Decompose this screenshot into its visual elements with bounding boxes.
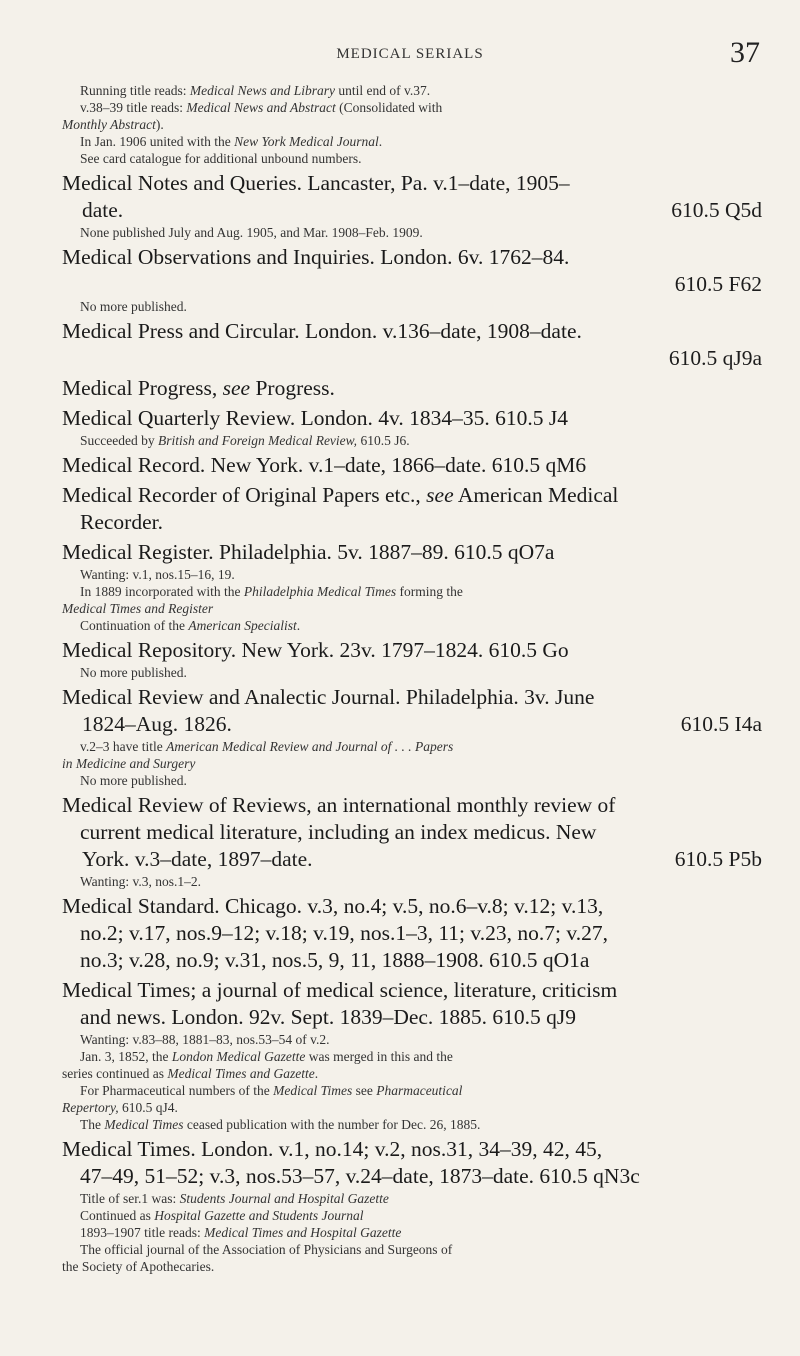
note-line: the Society of Apothecaries. bbox=[62, 1259, 215, 1274]
entry-medical-observations bbox=[62, 244, 762, 315]
call-number: 610.5 qJ9a bbox=[668, 346, 762, 370]
entry-heading: Medical Times. London. v.1, no.14; v.2, nos.31, 34–39, 42, 45, bbox=[62, 1137, 603, 1161]
entry-heading: Medical Repository. New York. 23v. 1797–1824. 610.5 Go bbox=[62, 638, 569, 662]
entry-heading-continued: and news. London. 92v. Sept. 1839–Dec. 1885. 610.5 qJ9 bbox=[80, 1005, 577, 1029]
entry-medical-recorder bbox=[62, 482, 762, 536]
entry-medical-progress bbox=[62, 375, 762, 402]
note-line: No more published. bbox=[80, 773, 187, 788]
note-line: Monthly Abstract). bbox=[62, 117, 164, 132]
note-line: The official journal of the Association of Physicians and Surgeons of bbox=[80, 1242, 453, 1257]
note-line: No more published. bbox=[80, 299, 187, 314]
entry-heading: Medical Review and Analectic Journal. Philadelphia. 3v. June bbox=[62, 685, 595, 709]
note-line: Wanting: v.83–88, 1881–83, nos.53–54 of v.2. bbox=[80, 1032, 330, 1047]
entry-continuation-notes bbox=[62, 82, 762, 167]
entry-medical-notes-and-queries bbox=[62, 170, 762, 241]
entry-medical-press bbox=[62, 318, 762, 372]
note-line: No more published. bbox=[80, 665, 187, 680]
entry-medical-times-1873 bbox=[62, 1136, 762, 1275]
note-line: In 1889 incorporated with the Philadelphia Medical Times forming the bbox=[80, 584, 463, 599]
note-line: Running title reads: Medical News and Library until end of v.37. bbox=[80, 83, 431, 98]
entry-heading: Medical Press and Circular. London. v.136–date, 1908–date. bbox=[62, 319, 582, 343]
entry-callrow bbox=[62, 711, 762, 738]
note-line: 1893–1907 title reads: Medical Times and Hospital Gazette bbox=[80, 1225, 402, 1240]
entry-heading: Medical Times; a journal of medical science, literature, criticism bbox=[62, 978, 618, 1002]
note-line: Medical Times and Register bbox=[62, 601, 214, 616]
entry-callrow bbox=[62, 197, 762, 224]
entry-heading-continued: Recorder. bbox=[80, 510, 163, 534]
entry-heading: Medical Quarterly Review. London. 4v. 1834–35. 610.5 J4 bbox=[62, 406, 568, 430]
call-number: 610.5 P5b bbox=[674, 847, 762, 871]
entry-heading-continued: 1824–Aug. 1826. bbox=[82, 712, 232, 736]
note-line: v.2–3 have title American Medical Review and Journal of . . . Papers bbox=[80, 739, 454, 754]
note-line: Repertory, 610.5 qJ4. bbox=[62, 1100, 178, 1115]
note-line: Jan. 3, 1852, the London Medical Gazette was merged in this and the bbox=[80, 1049, 453, 1064]
note-line: in Medicine and Surgery bbox=[62, 756, 196, 771]
entry-medical-quarterly-review bbox=[62, 405, 762, 449]
note-line: None published July and Aug. 1905, and Mar. 1908–Feb. 1909. bbox=[80, 225, 423, 240]
page-header bbox=[60, 36, 760, 76]
entry-medical-standard bbox=[62, 893, 762, 974]
page-number: 37 bbox=[730, 36, 760, 69]
entry-heading-continued: 47–49, 51–52; v.3, nos.53–57, v.24–date, 1873–date. 610.5 qN3c bbox=[80, 1164, 640, 1188]
running-head: MEDICAL SERIALS bbox=[336, 46, 484, 62]
entry-heading-continued: York. v.3–date, 1897–date. bbox=[82, 847, 313, 871]
entry-heading-continued: current medical literature, including an index medicus. New bbox=[80, 820, 597, 844]
entry-medical-review-of-reviews bbox=[62, 792, 762, 890]
entry-medical-review-analectic bbox=[62, 684, 762, 789]
entry-heading-continued: date. bbox=[82, 198, 124, 222]
note-line: In Jan. 1906 united with the New York Medical Journal. bbox=[80, 134, 383, 149]
note-line: For Pharmaceutical numbers of the Medical Times see Pharmaceutical bbox=[80, 1083, 463, 1098]
call-number: 610.5 I4a bbox=[680, 712, 762, 736]
note-line: Continuation of the American Specialist. bbox=[80, 618, 301, 633]
entry-medical-repository bbox=[62, 637, 762, 681]
note-line: Succeeded by British and Foreign Medical Review, 610.5 J6. bbox=[80, 433, 410, 448]
note-line: v.38–39 title reads: Medical News and Abstract (Consolidated with bbox=[80, 100, 443, 115]
call-number: 610.5 Q5d bbox=[671, 198, 762, 222]
entry-heading: Medical Record. New York. v.1–date, 1866–date. 610.5 qM6 bbox=[62, 453, 587, 477]
note-line: Title of ser.1 was: Students Journal and Hospital Gazette bbox=[80, 1191, 389, 1206]
entry-callrow bbox=[62, 846, 762, 873]
entry-heading: Medical Progress, see Progress. bbox=[62, 376, 335, 400]
note-line: Wanting: v.1, nos.15–16, 19. bbox=[80, 567, 235, 582]
entry-medical-register bbox=[62, 539, 762, 634]
entry-heading: Medical Review of Reviews, an international monthly review of bbox=[62, 793, 616, 817]
entry-medical-record bbox=[62, 452, 762, 479]
entry-heading: Medical Notes and Queries. Lancaster, Pa. v.1–date, 1905– bbox=[62, 171, 570, 195]
note-line: series continued as Medical Times and Gazette. bbox=[62, 1066, 319, 1081]
call-number: 610.5 F62 bbox=[674, 272, 762, 296]
entry-heading: Medical Register. Philadelphia. 5v. 1887–89. 610.5 qO7a bbox=[62, 540, 555, 564]
note-line: Continued as Hospital Gazette and Students Journal bbox=[80, 1208, 364, 1223]
note-line: Wanting: v.3, nos.1–2. bbox=[80, 874, 202, 889]
entry-heading: Medical Observations and Inquiries. London. 6v. 1762–84. bbox=[62, 245, 570, 269]
entry-heading-continued: no.2; v.17, nos.9–12; v.18; v.19, nos.1–3, 11; v.23, no.7; v.27, bbox=[80, 921, 608, 945]
note-line: The Medical Times ceased publication with the number for Dec. 26, 1885. bbox=[80, 1117, 481, 1132]
catalog-content bbox=[62, 82, 762, 1275]
entry-medical-times-1839 bbox=[62, 977, 762, 1133]
entry-heading-continued: no.3; v.28, no.9; v.31, nos.5, 9, 11, 1888–1908. 610.5 qO1a bbox=[80, 948, 590, 972]
entry-heading: Medical Recorder of Original Papers etc., see American Medical bbox=[62, 483, 619, 507]
entry-heading: Medical Standard. Chicago. v.3, no.4; v.5, no.6–v.8; v.12; v.13, bbox=[62, 894, 604, 918]
note-line: See card catalogue for additional unbound numbers. bbox=[80, 151, 362, 166]
